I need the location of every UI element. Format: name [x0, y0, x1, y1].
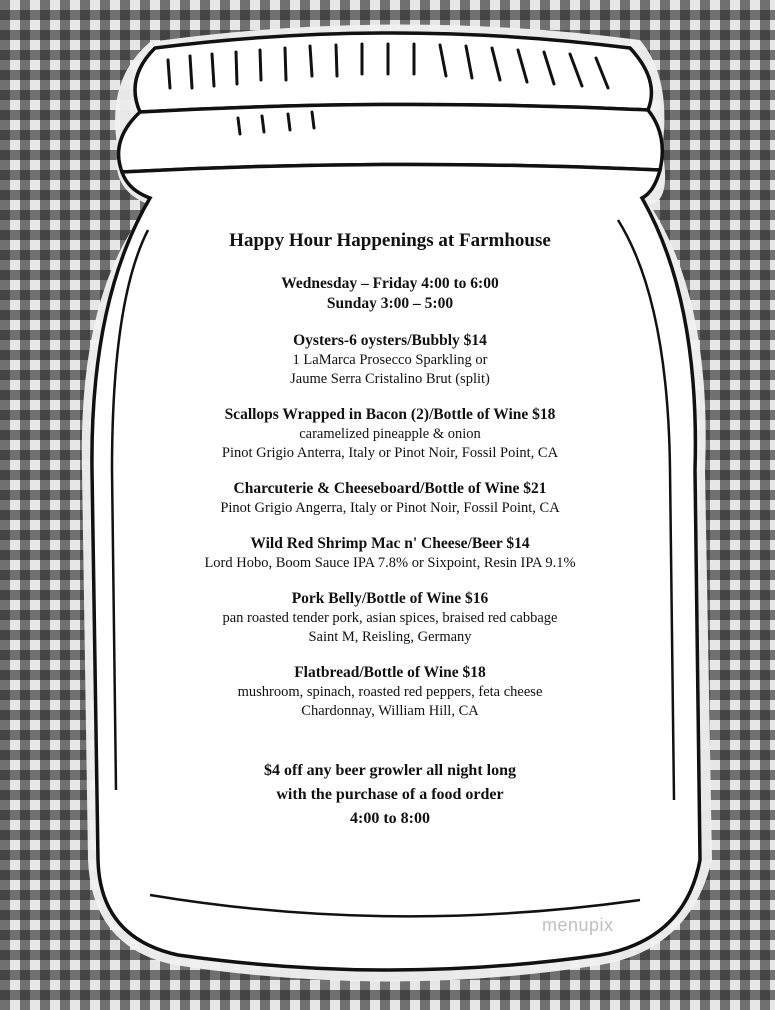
menu-item-oysters — [150, 330, 630, 389]
item-detail: Pinot Grigio Anterra, Italy or Pinot Noir, Fossil Point, CA — [221, 445, 559, 461]
menupix-watermark: menupix — [542, 915, 614, 935]
menu-item-flatbread — [150, 662, 630, 721]
item-detail: mushroom, spinach, roasted red peppers, feta cheese — [237, 684, 543, 700]
item-detail: pan roasted tender pork, asian spices, braised red cabbage — [222, 610, 558, 626]
item-detail: Saint M, Reisling, Germany — [308, 629, 472, 645]
hours-sunday: Sunday 3:00 – 5:00 — [326, 295, 454, 312]
menu-item-shrimp-mac — [150, 533, 630, 573]
item-detail: Lord Hobo, Boom Sauce IPA 7.8% or Sixpoint, Resin IPA 9.1% — [204, 555, 576, 571]
item-title: Charcuterie & Cheeseboard/Bottle of Wine $21 — [233, 480, 547, 497]
hours-block — [150, 274, 630, 314]
item-title: Wild Red Shrimp Mac n' Cheese/Beer $14 — [250, 535, 530, 552]
item-detail: Chardonnay, William Hill, CA — [301, 703, 479, 719]
item-title: Scallops Wrapped in Bacon (2)/Bottle of Wine $18 — [224, 406, 556, 423]
growler-promo — [150, 759, 630, 831]
item-detail: Jaume Serra Cristalino Brut (split) — [290, 371, 490, 387]
jar-neck — [119, 104, 663, 172]
menu-item-charcuterie — [150, 478, 630, 518]
hours-weekday: Wednesday – Friday 4:00 to 6:00 — [281, 275, 499, 292]
menu-item-scallops — [150, 404, 630, 463]
item-detail: caramelized pineapple & onion — [299, 426, 481, 442]
item-title: Flatbread/Bottle of Wine $18 — [294, 664, 486, 681]
menu-item-pork-belly — [150, 588, 630, 647]
promo-line: $4 off any beer growler all night long — [264, 762, 516, 779]
promo-line: 4:00 to 8:00 — [350, 810, 430, 827]
item-title: Pork Belly/Bottle of Wine $16 — [291, 590, 489, 607]
item-title: Oysters-6 oysters/Bubbly $14 — [293, 332, 487, 349]
promo-line: with the purchase of a food order — [276, 786, 504, 803]
item-detail: 1 LaMarca Prosecco Sparkling or — [292, 352, 488, 368]
menu-content — [150, 228, 630, 831]
menu-title: Happy Hour Happenings at Farmhouse — [229, 230, 551, 251]
item-detail: Pinot Grigio Angerra, Italy or Pinot Noir, Fossil Point, CA — [220, 500, 560, 516]
